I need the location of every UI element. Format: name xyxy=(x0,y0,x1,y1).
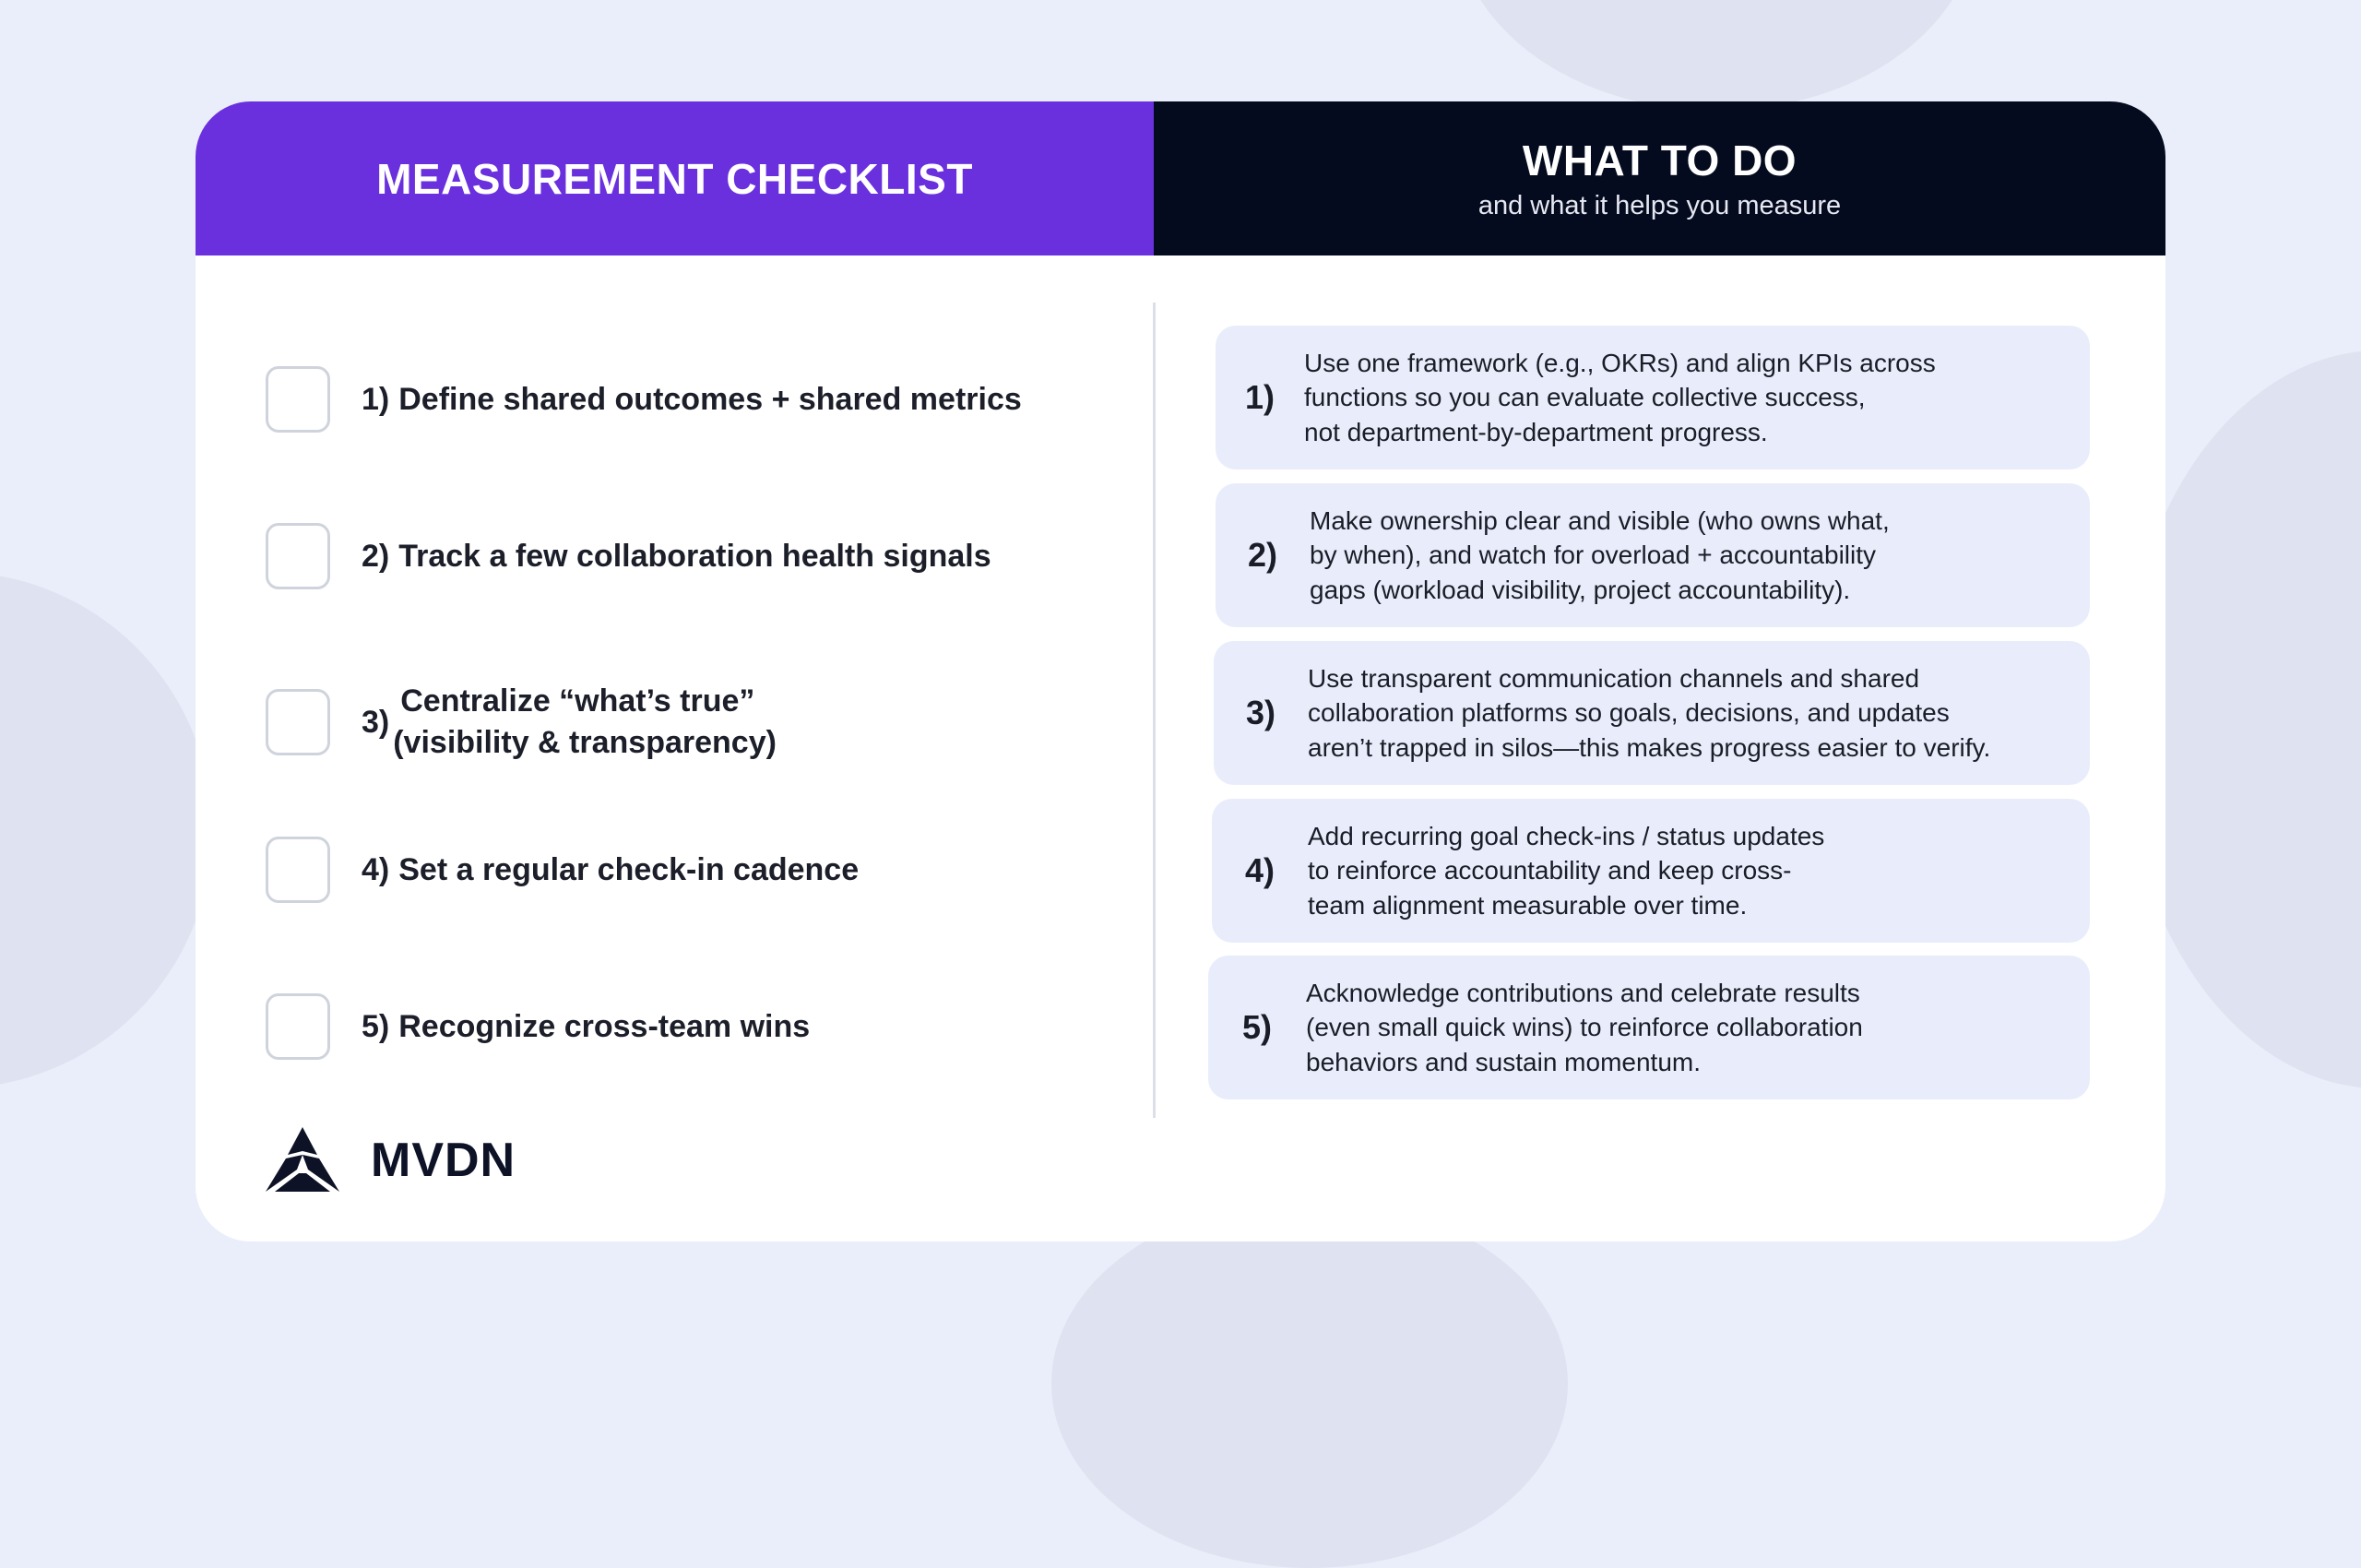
what-to-do-title: WHAT TO DO xyxy=(1522,137,1797,184)
background-blob xyxy=(1455,0,1977,111)
checklist-item-label: Recognize cross-team wins xyxy=(398,1008,811,1044)
action-item-line: team alignment measurable over time. xyxy=(1308,890,1748,920)
action-item-line: by when), and watch for overload + accountability xyxy=(1310,540,1877,570)
action-item-number: 5) xyxy=(1241,1008,1272,1046)
action-item-line: collaboration platforms so goals, decisions, and updates xyxy=(1308,698,1950,728)
action-item-line: (even small quick wins) to reinforce collaboration xyxy=(1306,1013,1863,1042)
action-item-line: behaviors and sustain momentum. xyxy=(1306,1047,1701,1076)
checklist-item xyxy=(266,362,1133,436)
mvdn-logo-icon xyxy=(266,1127,339,1194)
checklist-header xyxy=(196,101,1154,255)
checklist-item xyxy=(266,676,1133,768)
action-item-line: Use one framework (e.g., OKRs) and align KPIs across xyxy=(1304,348,1936,377)
background-blob xyxy=(1051,1199,1568,1568)
checklist-title: MEASUREMENT CHECKLIST xyxy=(376,154,973,203)
checklist-item xyxy=(266,833,1133,907)
checklist-item-number: 5) xyxy=(362,1008,390,1044)
action-item xyxy=(1212,799,2090,943)
checklist-item xyxy=(266,990,1133,1063)
brand-logo xyxy=(266,1127,516,1194)
checkbox[interactable] xyxy=(266,993,330,1060)
checkbox[interactable] xyxy=(266,689,330,755)
checklist-item-label-line: Centralize “what’s true” xyxy=(400,683,755,719)
action-item-text xyxy=(1308,819,1861,923)
action-item-line: Add recurring goal check-ins / status updates xyxy=(1308,821,1825,850)
checklist-item-label: Track a few collaboration health signals xyxy=(398,538,991,574)
action-item-line: Acknowledge contributions and celebrate results xyxy=(1306,978,1860,1007)
action-item-line: aren’t trapped in silos—this makes progress easier to verify. xyxy=(1308,732,1991,762)
action-item xyxy=(1214,641,2090,785)
action-item xyxy=(1216,483,2090,627)
action-item-line: to reinforce accountability and keep cross- xyxy=(1308,856,1792,885)
action-item-number: 4) xyxy=(1244,851,1275,889)
checklist-item-label xyxy=(393,681,777,764)
column-divider xyxy=(1153,303,1156,1118)
brand-logo-text: MVDN xyxy=(371,1134,516,1187)
action-item xyxy=(1208,956,2090,1099)
action-item xyxy=(1216,326,2090,469)
action-item-text xyxy=(1308,661,2027,766)
checklist-item-number: 4) xyxy=(362,851,390,887)
action-item-line: Use transparent communication channels and shared xyxy=(1308,663,1920,693)
checklist-item-number: 1) xyxy=(362,381,390,417)
action-item-number: 3) xyxy=(1245,694,1275,731)
action-item-number: 1) xyxy=(1244,378,1275,416)
action-item-line: Make ownership clear and visible (who owns what, xyxy=(1310,505,1890,535)
checklist-item-number: 2) xyxy=(362,538,390,574)
checkbox[interactable] xyxy=(266,837,330,903)
background-blob xyxy=(0,572,212,1088)
action-item-line: functions so you can evaluate collective success, xyxy=(1304,383,1866,412)
what-to-do-header xyxy=(1154,101,2165,255)
action-item-line: not department-by-department progress. xyxy=(1304,417,1768,446)
checklist-item-number: 3) xyxy=(362,704,390,740)
action-item-number: 2) xyxy=(1247,536,1277,574)
checklist-item xyxy=(266,519,1133,593)
checkbox[interactable] xyxy=(266,523,330,589)
checklist-card xyxy=(196,101,2165,1241)
checklist-item-label-line: (visibility & transparency) xyxy=(393,725,777,760)
action-item-line: gaps (workload visibility, project accountability). xyxy=(1310,575,1851,604)
checkbox[interactable] xyxy=(266,366,330,433)
checklist-item-label: Define shared outcomes + shared metrics xyxy=(398,381,1022,417)
checklist-item-label: Set a regular check-in cadence xyxy=(398,851,860,887)
action-item-text xyxy=(1304,346,1973,450)
action-item-text xyxy=(1310,504,1927,608)
what-to-do-subtitle: and what it helps you measure xyxy=(1477,191,1842,220)
action-item-text xyxy=(1306,976,1900,1080)
